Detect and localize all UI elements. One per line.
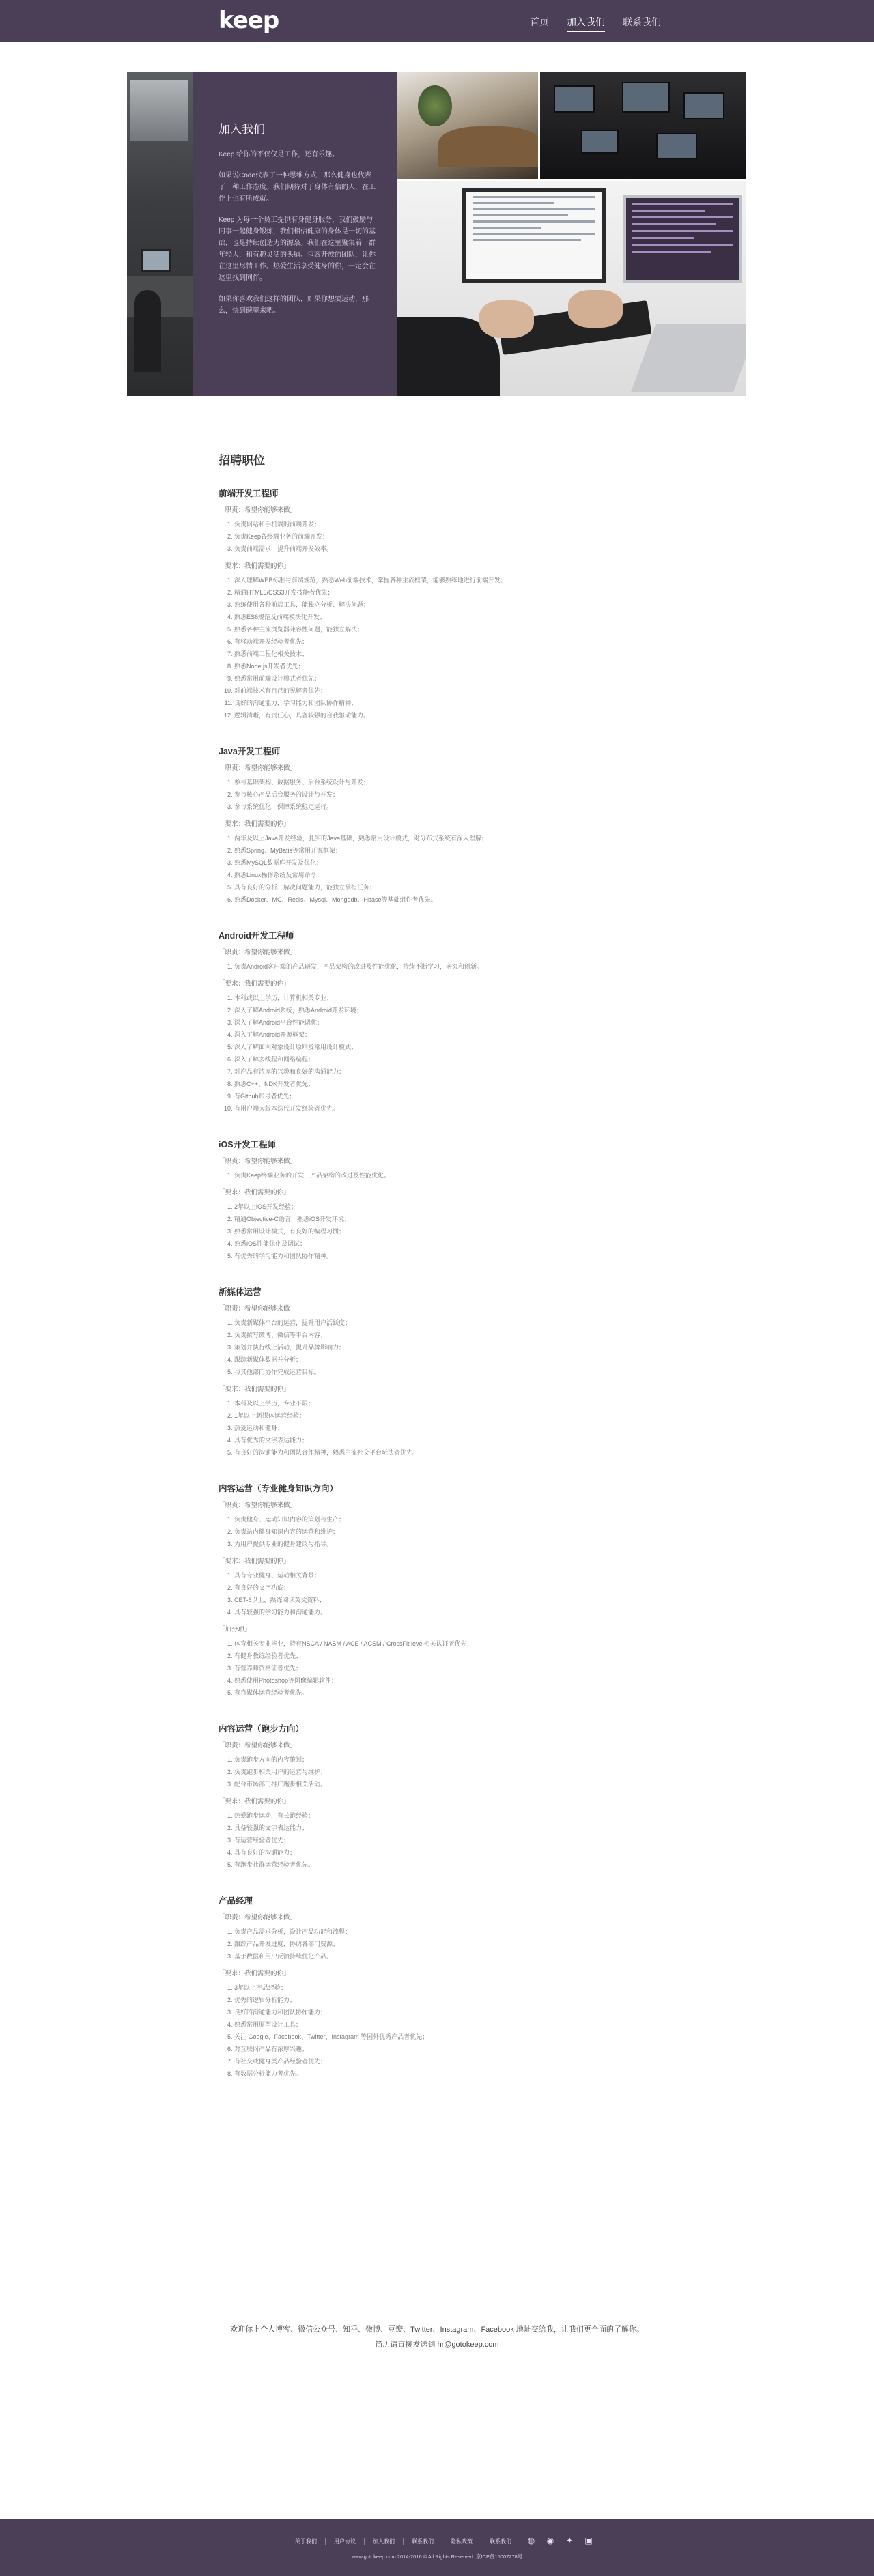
job-posting: [218, 745, 656, 906]
list-item: 2. 1年以上新媒体运营经验；: [234, 1409, 656, 1422]
list-item: 3. 有营养师资格证者优先；: [234, 1662, 656, 1674]
list-item: 2. 深入了解Android系统，熟悉Android开发环境；: [234, 1004, 656, 1016]
list-item: 7. 对产品有浓厚的兴趣和良好的沟通能力；: [234, 1065, 656, 1078]
list-item: 7. 有社交或健身类产品经验者优先；: [234, 2055, 656, 2067]
list-item: 2. 负责跑步相关用户的运营与维护；: [234, 1766, 656, 1778]
job-section-label: 「要求：我们需要的你」: [218, 1798, 290, 1805]
footer-link[interactable]: 用户协议: [326, 2538, 365, 2545]
list-item: 8. 有数据分析能力者优先。: [234, 2067, 656, 2080]
office-photo-workstations: [540, 72, 746, 179]
footer-links: [287, 2538, 520, 2545]
list-item: 3. 良好的沟通能力和团队协作能力；: [234, 2006, 656, 2018]
job-section-label: 「职责：希望你能够来做」: [218, 1914, 297, 1921]
office-photo-left: [127, 72, 193, 396]
list-item: 3. 熟练使用各种前端工具，能独立分析、解决问题；: [234, 599, 656, 611]
list-item: 1. 负责新媒体平台的运营，提升用户活跃度；: [234, 1317, 656, 1329]
list-item: 11. 良好的沟通能力，学习能力和团队协作精神；: [234, 697, 656, 709]
list-item: 1. 具有专业健身、运动相关背景；: [234, 1569, 656, 1582]
job-requirement-list: [218, 574, 656, 721]
footer-link[interactable]: 联系我们: [490, 2538, 511, 2545]
hero-title: 加入我们: [218, 123, 265, 136]
jobs-section-title: 招聘职位: [218, 454, 265, 467]
job-posting: [218, 487, 656, 721]
job-section-label: 「职责：希望你能够来做」: [218, 1305, 297, 1313]
list-item: 4. 具有良好的沟通能力；: [234, 1846, 656, 1859]
list-item: 3. 深入了解Android平台性能调优；: [234, 1016, 656, 1029]
job-title: Android开发工程师: [218, 931, 294, 941]
job-section-label: 「要求：我们需要的你」: [218, 1189, 290, 1197]
job-requirement-list: [218, 1397, 656, 1459]
job-requirement-list: [218, 1317, 656, 1378]
list-item: 1. 负责健身、运动知识内容的策划与生产；: [234, 1513, 656, 1526]
hero-banner: [127, 72, 746, 396]
job-title: 内容运营（专业健身知识方向）: [218, 1484, 339, 1493]
list-item: 2. 有良好的文字功底；: [234, 1582, 656, 1594]
list-item: 3. 负责前端需求，提升前端开发效率。: [234, 543, 656, 555]
list-item: 5. 有自媒体运营经验者优先。: [234, 1687, 656, 1699]
list-item: 2. 熟悉Spring、MyBatis等常用开源框架；: [234, 844, 656, 857]
list-item: 12. 逻辑清晰，有责任心，具备较强的自我驱动能力。: [234, 709, 656, 721]
list-item: 3. 配合市场部门推广跑步相关活动。: [234, 1778, 656, 1790]
job-title: iOS开发工程师: [218, 1140, 277, 1149]
job-section-label: 「职责：希望你能够来做」: [218, 506, 297, 514]
job-section-label: 「职责：希望你能够来做」: [218, 1742, 297, 1749]
job-title: 内容运营（跑步方向）: [218, 1724, 305, 1734]
list-item: 3. 基于数据和用户反馈持续优化产品。: [234, 1950, 656, 1962]
list-item: 8. 熟悉Node.js开发者优先；: [234, 660, 656, 672]
list-item: 5. 深入了解面向对象设计原则及常用设计模式；: [234, 1041, 656, 1053]
job-section-label: 「要求：我们需要的你」: [218, 1386, 290, 1393]
list-item: 2. 优秀的逻辑分析能力；: [234, 1994, 656, 2006]
list-item: 1. 负责Android客户端的产品研发，产品架构的改进及性能优化，持续不断学习，研究和创新。: [234, 960, 656, 973]
hero-paragraph: 如果说Code代表了一种思维方式，那么健身也代表了一种工作态度。我们期待对于身体有信的人，在工作上也有所成就。: [218, 172, 376, 203]
list-item: 10. 对前端技术有自己的见解者优先；: [234, 685, 656, 697]
list-item: 2. 精通HTML5/CSS3开发技能者优先；: [234, 586, 656, 599]
job-requirement-list: [218, 1981, 656, 2080]
weibo-icon[interactable]: ◉: [546, 2536, 554, 2545]
job-requirement-list: [218, 776, 656, 813]
job-title: Java开发工程师: [218, 747, 281, 756]
list-item: 1. 负责产品需求分析，设计产品功能和流程；: [234, 1926, 656, 1938]
site-footer: [0, 2519, 874, 2576]
list-item: 3. 热爱运动和健身；: [234, 1422, 656, 1434]
job-section-label: 「要求：我们需要的你」: [218, 1970, 290, 1977]
list-item: 1. 两年及以上Java开发经验，扎实的Java基础，熟悉常用设计模式，对分布式系统有深入理解；: [234, 832, 656, 844]
list-item: 6. 深入了解多线程和网络编程；: [234, 1053, 656, 1065]
list-item: 5. 有良好的沟通能力和团队合作精神，熟悉主流社交平台玩法者优先。: [234, 1446, 656, 1459]
nav-link[interactable]: 联系我们: [623, 16, 661, 27]
job-posting: [218, 1722, 656, 1871]
top-nav-bar: [0, 0, 874, 42]
job-section-label: 「要求：我们需要的你」: [218, 1558, 290, 1565]
list-item: 9. 有Github账号者优先；: [234, 1090, 656, 1102]
contact-line: 欢迎你上个人博客、微信公众号、知乎、微博、豆瓣、Twitter、Instagram、Facebook 地址交给我，让我们更全面的了解你。: [230, 2325, 644, 2334]
list-item: 3. 熟悉MySQL数据库开发及优化；: [234, 857, 656, 869]
job-section-label: 「加分项」: [218, 1626, 251, 1633]
list-item: 2. 精通Objective-C语言，熟悉iOS开发环境；: [234, 1213, 656, 1225]
job-requirement-list: [218, 1637, 656, 1699]
job-requirement-list: [218, 832, 656, 906]
list-item: 6. 对互联网产品有浓厚兴趣；: [234, 2043, 656, 2055]
list-item: 5. 具有良好的分析、解决问题能力，能独立承担任务；: [234, 881, 656, 893]
list-item: 4. 熟悉Linux操作系统及常用命令；: [234, 869, 656, 881]
list-item: 1. 热爱跑步运动，有长跑经验；: [234, 1809, 656, 1822]
job-section-label: 「职责：希望你能够来做」: [218, 949, 297, 956]
list-item: 1. 3年以上产品经验；: [234, 1981, 656, 1994]
wechat-icon[interactable]: ◍: [527, 2536, 535, 2545]
list-item: 2. 跟踪产品开发进度，协调各部门资源；: [234, 1938, 656, 1950]
hero-text-panel: [193, 72, 397, 396]
list-item: 1. 负责Keep终端业务的开发，产品架构的改进及性能优化。: [234, 1169, 656, 1182]
list-item: 5. 有优秀的学习能力和团队协作精神。: [234, 1250, 656, 1262]
job-requirement-list: [218, 1809, 656, 1871]
job-requirement-list: [218, 1513, 656, 1550]
list-item: 5. 关注 Google、Facebook、Twitter、Instagram 等国外优秀产品者优先；: [234, 2031, 656, 2043]
job-posting: [218, 929, 656, 1115]
list-item: 4. 熟悉ES6规范及前端模块化开发；: [234, 611, 656, 623]
list-item: 4. 熟悉iOS性能优化及调试；: [234, 1237, 656, 1250]
job-requirement-list: [218, 518, 656, 555]
footer-link[interactable]: 关于我们: [287, 2538, 326, 2545]
list-item: 1. 负责跑步方向的内容策划；: [234, 1754, 656, 1766]
job-list: [218, 487, 656, 2080]
list-item: 4. 具有较强的学习能力和沟通能力。: [234, 1606, 656, 1618]
jobs-content: [218, 450, 656, 2103]
copyright: www.gotokeep.com 2014-2016 © All Rights Reserved. 京ICP备15007278号: [351, 2553, 523, 2560]
job-section-label: 「要求：我们需要的你」: [218, 820, 290, 828]
list-item: 4. 熟悉常用原型设计工具；: [234, 2018, 656, 2031]
hero-photo-grid: [397, 72, 746, 396]
job-section-label: 「要求：我们需要的你」: [218, 562, 290, 570]
list-item: 1. 深入理解WEB标准与前端规范，熟悉Web前端技术，掌握各种主流框架，能够熟练地进行前端开发；: [234, 574, 656, 586]
job-requirement-list: [218, 992, 656, 1115]
list-item: 3. 为用户提供专业的健身建议与指导。: [234, 1538, 656, 1550]
list-item: 3. 参与系统优化，保障系统稳定运行。: [234, 801, 656, 813]
job-requirement-list: [218, 1169, 656, 1182]
list-item: 9. 熟悉常用前端设计模式者优先；: [234, 672, 656, 685]
job-posting: [218, 1285, 656, 1459]
list-item: 2. 负责Keep各终端业务的前端开发；: [234, 530, 656, 543]
list-item: 2. 负责站内健身知识内容的运营和维护；: [234, 1526, 656, 1538]
list-item: 4. 深入了解Android开源框架；: [234, 1029, 656, 1041]
list-item: 3. 有运营经验者优先；: [234, 1834, 656, 1846]
list-item: 1. 负责网站和手机端的前端开发；: [234, 518, 656, 530]
list-item: 10. 有用户端大版本迭代开发经验者优先。: [234, 1102, 656, 1115]
list-item: 4. 熟悉使用Photoshop等图像编辑软件；: [234, 1674, 656, 1687]
job-title: 新媒体运营: [218, 1287, 262, 1297]
job-section-label: 「职责：希望你能够来做」: [218, 1158, 297, 1165]
list-item: 2. 有健身教练经验者优先；: [234, 1650, 656, 1662]
list-item: 4. 具有优秀的文字表达能力；: [234, 1434, 656, 1446]
list-item: 2. 具备较强的文字表达能力；: [234, 1822, 656, 1834]
list-item: 7. 熟悉前端工程化相关技术；: [234, 648, 656, 660]
job-requirement-list: [218, 1569, 656, 1618]
office-photo-coding: [397, 181, 746, 396]
social-links: [526, 2535, 594, 2546]
job-requirement-list: [218, 960, 656, 973]
list-item: 3. 策划并执行线上活动，提升品牌影响力；: [234, 1341, 656, 1354]
job-requirement-list: [218, 1201, 656, 1262]
list-item: 1. 本科及以上学历，专业不限；: [234, 1397, 656, 1409]
hero-paragraph: Keep 为每一个员工提供有身健身服务，我们鼓励与同事一起健身锻炼，我们相信健康的身体是一切的基础，也是持续创造力的源泉。我们在这里聚集着一群年轻人，和有趣灵活的头脑、包容开放的团队，让你在这里尽情工作。热爱生活享受健身的你，一定会在这里找到同伴。: [218, 216, 376, 282]
twitter-icon[interactable]: ✦: [565, 2536, 574, 2545]
list-item: 5. 与其他部门协作完成运营目标。: [234, 1366, 656, 1378]
list-item: 1. 参与基础架构、数据服务、后台系统设计与开发；: [234, 776, 656, 788]
job-requirement-list: [218, 1754, 656, 1790]
hero-paragraph: 如果你喜欢我们这样的团队，如果你想要运动，那么，快到碗里来吧。: [218, 296, 369, 315]
footer-link[interactable]: 加入我们: [365, 2538, 404, 2545]
list-item: 5. 有跑步社群运营经验者优先。: [234, 1859, 656, 1871]
job-posting: [218, 1138, 656, 1262]
nav-link[interactable]: 首页: [530, 16, 549, 27]
job-section-label: 「职责：希望你能够来做」: [218, 1502, 297, 1509]
keep-logo[interactable]: keep: [218, 7, 279, 34]
list-item: 1. 本科或以上学历，计算机相关专业；: [234, 992, 656, 1004]
list-item: 2. 负责撰写微博、微信等平台内容；: [234, 1329, 656, 1341]
job-title: 前端开发工程师: [218, 489, 279, 498]
job-posting: [218, 1894, 656, 2080]
nav-link[interactable]: 加入我们: [567, 15, 605, 32]
office-photo-plant: [397, 72, 538, 179]
list-item: 2. 参与核心产品后台服务的设计与开发；: [234, 788, 656, 801]
contact-info: [0, 2322, 874, 2352]
job-title: 产品经理: [218, 1896, 253, 1906]
list-item: 1. 2年以上iOS开发经验；: [234, 1201, 656, 1213]
hero-paragraph: Keep 给你的不仅仅是工作，还有乐趣。: [218, 151, 339, 158]
list-item: 8. 熟悉C++、NDK开发者优先；: [234, 1078, 656, 1090]
list-item: 5. 熟悉各种主流浏览器兼容性问题，能独立解决；: [234, 623, 656, 635]
job-requirement-list: [218, 1926, 656, 1962]
footer-link[interactable]: 隐私政策: [442, 2538, 481, 2545]
list-item: 3. CET-6以上，熟练阅读英文资料；: [234, 1594, 656, 1606]
main-nav: [530, 15, 679, 32]
job-section-label: 「要求：我们需要的你」: [218, 980, 290, 988]
list-item: 1. 体育相关专业毕业，持有NSCA / NASM / ACE / ACSM / CrossFit level相关认证者优先；: [234, 1637, 656, 1650]
instagram-icon[interactable]: ▣: [584, 2536, 593, 2545]
footer-link[interactable]: 联系我们: [404, 2538, 442, 2545]
list-item: 3. 熟悉常用设计模式，有良好的编程习惯；: [234, 1225, 656, 1237]
list-item: 6. 有移动端开发经验者优先；: [234, 635, 656, 648]
contact-email-line[interactable]: 简历请直接发送到 hr@gotokeep.com: [375, 2341, 499, 2349]
job-posting: [218, 1482, 656, 1699]
job-section-label: 「职责：希望你能够来做」: [218, 764, 297, 772]
list-item: 4. 跟踪新媒体数据并分析；: [234, 1354, 656, 1366]
list-item: 6. 熟悉Docker、MC、Redis、Mysql、Mongodb、Hbase等基础组件者优先。: [234, 893, 656, 906]
